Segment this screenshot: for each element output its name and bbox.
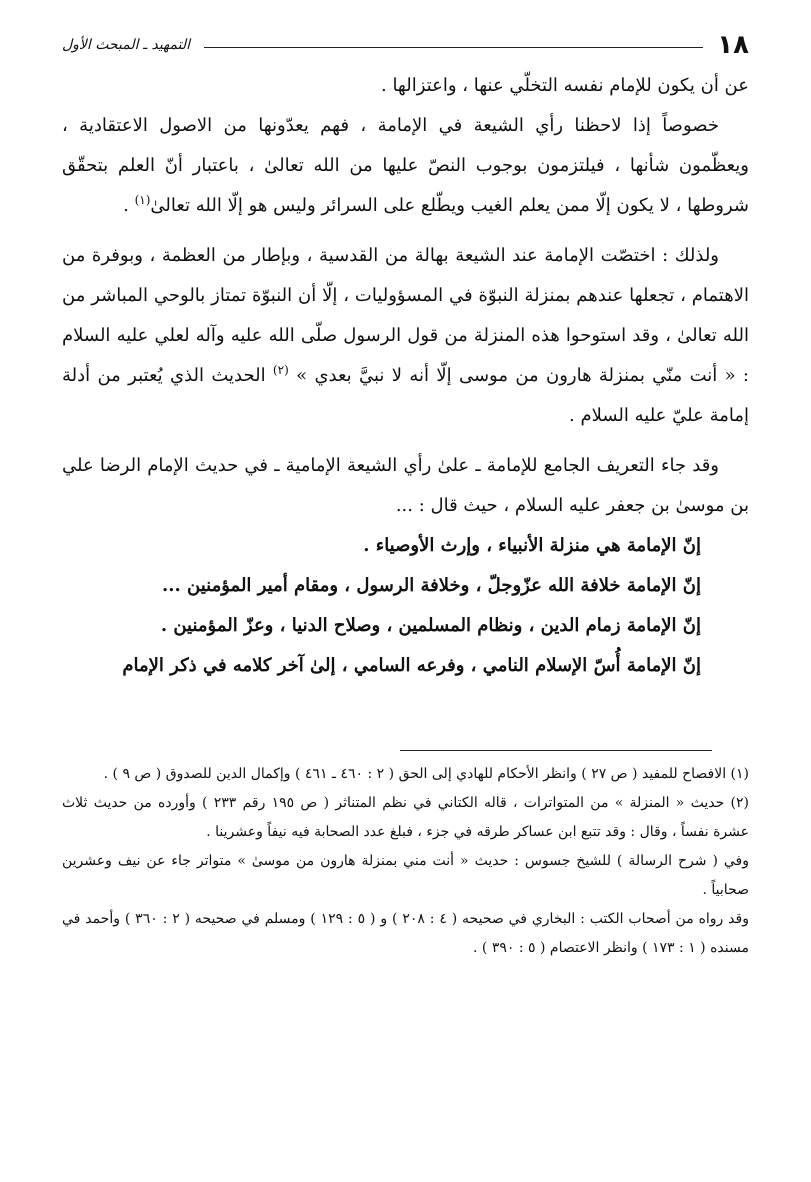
footnote: (١) الافصاح للمفيد ( ص ٢٧ ) وانظر الأحكام للهادي إلى الحق ( ٢ : ٤٦٠ ـ ٤٦١ ) وإكمال الدين للصدوق ( ص ٩ ) . — [103, 766, 749, 782]
paragraph-end: . — [123, 195, 135, 216]
main-text — [62, 66, 749, 686]
page-number: ١٨ — [717, 30, 749, 60]
quote-line: إنّ الإمامة خلافة الله عزّوجلّ ، وخلافة الرسول ، ومقام أمير المؤمنين ... — [161, 575, 701, 596]
running-title: التمهيد ـ المبحث الأول — [62, 37, 191, 53]
paragraph-text: خصوصاً إذا لاحظنا رأي الشيعة في الإمامة ، فهم يعدّونها من الاصول الاعتقادية ، ويعظّمون شأنها ، فيلتزمون بوجوب النصّ عليها من الله تعالىٰ ، باعتبار أنّ العلم بتحقّق شروطها ، لا يكون إلّا ممن يعلم الغيب ويطّلع على السرائر وليس هو إلّا الله تعالىٰ — [62, 115, 749, 216]
paragraph: وقد جاء التعريف الجامع للإمامة ـ علىٰ رأي الشيعة الإمامية ـ في حديث الإمام الرضا علي بن موسىٰ بن جعفر عليه السلام ، حيث قال : ... — [62, 455, 749, 516]
paragraph-text: الحديث الذي يُعتبر من أدلة إمامة عليّ عليه السلام . — [62, 365, 749, 426]
footnotes — [62, 760, 749, 963]
paragraph — [62, 236, 749, 436]
footnote: وقد رواه من أصحاب الكتب : البخاري في صحيحه ( ٤ : ٢٠٨ ) و ( ٥ : ١٢٩ ) ومسلم في صحيحه ( ٢ : ٣٦٠ ) وأحمد في مسنده ( ١ : ١٧٣ ) وانظر الاعتصام ( ٥ : ٣٩٠ ) . — [62, 911, 749, 956]
paragraph-text: ولذلك : اختصّت الإمامة عند الشيعة بهالة من القدسية ، وبإطار من العظمة ، وبوفرة من الاهتمام ، تجعلها عندهم بمنزلة النبوّة في المسؤوليات ، إلّا أن النبوّة تمتاز بالوحي المباشر من الله تعالىٰ ، وقد استوحوا هذه المنزلة من قول الرسول صلّى الله عليه وآله لعلي عليه السلام : « أنت منّي بمنزلة هارون من موسى إلّا أنه لا نبيَّ بعدي » — [62, 245, 749, 386]
footnote-rule — [400, 750, 712, 751]
footnote: وفي ( شرح الرسالة ) للشيخ جسوس : حديث « أنت مني بمنزلة هارون من موسىٰ » متواتر جاء عن نيف وعشرين صحابياً . — [62, 853, 749, 898]
quote-line: إنّ الإمامة هي منزلة الأنبياء ، وإرث الأوصياء . — [363, 535, 701, 556]
paragraph — [62, 106, 749, 226]
running-header — [62, 28, 749, 62]
paragraph: عن أن يكون للإمام نفسه التخلّي عنها ، واعتزالها . — [381, 75, 749, 96]
quote-line: إنّ الإمامة زمام الدين ، ونظام المسلمين ، وصلاح الدنيا ، وعزّ المؤمنين . — [160, 615, 701, 636]
footnote-ref: (١) — [134, 193, 151, 207]
quote-line: إنّ الإمامة أُسّ الإسلام النامي ، وفرعه السامي ، إلىٰ آخر كلامه في ذكر الإمام — [122, 655, 701, 676]
footnote: (٢) حديث « المنزلة » من المتواترات ، قاله الكتاني في نظم المتناثر ( ص ١٩٥ رقم ٢٣٣ ) وأورده من حديث ثلاث عشرة نفساً ، وقال : وقد تتبع ابن عساكر طرقه في جزء ، فبلغ عدد الصحابة فيه نيفاً وعشرينا . — [62, 795, 749, 840]
footnote-ref: (٢) — [272, 363, 289, 377]
header-rule — [204, 47, 703, 48]
